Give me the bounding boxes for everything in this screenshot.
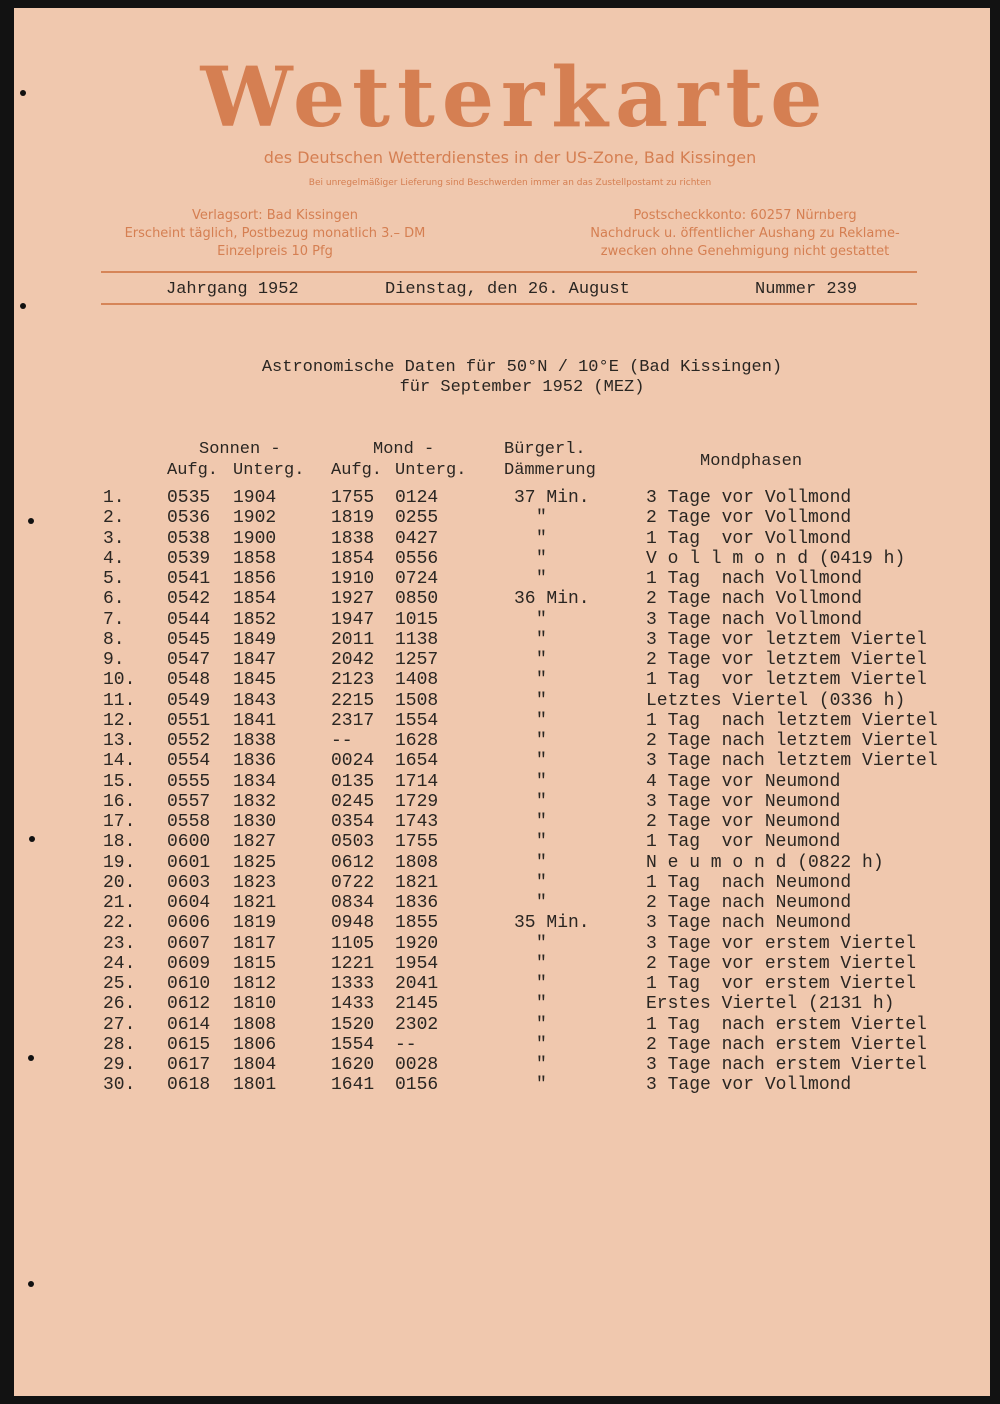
table-row	[0, 812, 1000, 832]
table-row	[0, 1015, 1000, 1035]
sun-rise-cell: 0548	[167, 670, 211, 691]
moon-rise-cell: 2123	[331, 670, 375, 691]
sun-set-cell: 1815	[233, 953, 277, 974]
moon-set-cell: 0556	[395, 548, 439, 569]
moon-phase-cell: 2 Tage nach letztem Viertel	[646, 731, 938, 751]
moon-rise-cell: 1910	[331, 569, 375, 589]
day-cell: 21.	[103, 893, 136, 913]
twilight-header: Bürgerl.	[504, 440, 586, 459]
publisher-info-left	[110, 207, 440, 261]
moon-rise-cell: 2011	[331, 629, 375, 650]
twilight-cell: "	[536, 1055, 547, 1075]
sun-rise-cell: 0555	[167, 771, 211, 792]
day-cell: 14.	[103, 751, 136, 772]
publisher-line: zwecken ohne Genehmigung nicht gestattet	[600, 244, 890, 259]
sun-set-cell: 1838	[233, 731, 277, 751]
moon-group-header: Mond -	[373, 440, 435, 459]
moon-rise-cell: 1947	[331, 609, 375, 630]
table-row	[0, 934, 1000, 954]
sun-rise-cell: 0607	[167, 933, 211, 954]
sun-set-cell: 1812	[233, 974, 277, 994]
sun-set-cell: 1819	[233, 913, 277, 934]
moon-rise-cell: 1620	[331, 1055, 375, 1075]
moon-set-cell: 2041	[395, 974, 439, 994]
sun-set-cell: 1806	[233, 1034, 277, 1055]
day-cell: 17.	[103, 812, 136, 832]
sun-rise-cell: 0544	[167, 609, 211, 630]
day-cell: 20.	[103, 872, 136, 893]
moon-phase-cell: 2 Tage vor Neumond	[646, 812, 841, 832]
moon-phase-cell: 2 Tage vor letztem Viertel	[646, 650, 927, 670]
sun-set-cell: 1904	[233, 488, 277, 508]
sun-set-cell: 1827	[233, 832, 277, 853]
moon-set-cell: 1138	[395, 629, 439, 650]
sun-set-cell: 1832	[233, 791, 277, 812]
moon-rise-cell: 2042	[331, 650, 375, 670]
moon-rise-cell: 1433	[331, 994, 375, 1015]
sun-rise-cell: 0610	[167, 974, 211, 994]
moon-phase-cell: 2 Tage nach Vollmond	[646, 589, 863, 610]
moon-set-cell: 2145	[395, 994, 439, 1015]
sun-set-cell: 1854	[233, 589, 277, 610]
twilight-cell: "	[536, 609, 547, 630]
moon-set-cell: 1920	[395, 933, 439, 954]
moon-rise-cell: 0612	[331, 852, 375, 873]
twilight-cell: "	[536, 771, 547, 792]
sun-rise-cell: 0538	[167, 528, 211, 549]
moon-set-cell: 2302	[395, 1014, 439, 1035]
sun-rise-cell: 0541	[167, 569, 211, 589]
moon-rise-cell: 1554	[331, 1034, 375, 1055]
moon-phase-cell: Letztes Viertel (0336 h)	[646, 690, 906, 711]
publisher-line: Einzelpreis 10 Pfg	[217, 244, 333, 259]
table-row	[0, 1075, 1000, 1095]
table-row	[0, 508, 1000, 528]
table-row	[0, 853, 1000, 873]
twilight-cell: "	[536, 508, 547, 529]
sun-group-header: Sonnen -	[199, 440, 281, 459]
table-row	[0, 772, 1000, 792]
twilight-header: Dämmerung	[504, 461, 596, 480]
day-cell: 25.	[103, 974, 136, 994]
day-cell: 9.	[103, 650, 125, 670]
moon-rise-cell: 2215	[331, 690, 375, 711]
moon-phase-cell: 1 Tag vor erstem Viertel	[646, 974, 917, 994]
moon-rise-cell: 1755	[331, 488, 375, 508]
table-row	[0, 549, 1000, 569]
table-row	[0, 529, 1000, 549]
table-row	[0, 650, 1000, 670]
moon-set-cell: 0850	[395, 589, 439, 610]
sun-rise-cell: 0552	[167, 731, 211, 751]
sun-rise-cell: 0535	[167, 488, 211, 508]
day-cell: 6.	[103, 589, 125, 610]
moon-set-cell: 1508	[395, 690, 439, 711]
moon-rise-cell: 2317	[331, 710, 375, 731]
moon-set-cell: 1954	[395, 953, 439, 974]
header-rule-bottom	[101, 303, 917, 305]
sun-rise-cell: 0606	[167, 913, 211, 934]
sun-set-cell: 1810	[233, 994, 277, 1015]
moon-phase-cell: 1 Tag vor Vollmond	[646, 528, 852, 549]
moon-phase-cell: 2 Tage nach Neumond	[646, 893, 852, 913]
sun-set-cell: 1834	[233, 771, 277, 792]
day-cell: 10.	[103, 670, 136, 691]
issue-number: Nummer 239	[755, 280, 858, 299]
sun-rise-cell: 0545	[167, 629, 211, 650]
publisher-line: Postscheckkonto: 60257 Nürnberg	[633, 208, 857, 223]
twilight-cell: "	[536, 872, 547, 893]
moon-rise-cell: 1854	[331, 548, 375, 569]
moon-rise-cell: 1819	[331, 508, 375, 529]
moon-phase-cell: 2 Tage vor erstem Viertel	[646, 953, 917, 974]
punch-hole	[20, 303, 26, 309]
moon-rise-cell: 0948	[331, 913, 375, 934]
masthead-title: Wetterkarte	[200, 50, 830, 146]
twilight-cell: "	[536, 812, 547, 832]
moon-set-cell: 0028	[395, 1055, 439, 1075]
sun-set-cell: 1858	[233, 548, 277, 569]
twilight-cell: "	[536, 710, 547, 731]
sun-set-cell: 1821	[233, 893, 277, 913]
table-row	[0, 569, 1000, 589]
moon-set-cell: 1855	[395, 913, 439, 934]
moon-set-cell: 1808	[395, 852, 439, 873]
moon-set-cell: 1628	[395, 731, 439, 751]
sun-set-cell: 1856	[233, 569, 277, 589]
header-rule-top	[101, 271, 917, 273]
moon-phase-cell: 1 Tag nach Neumond	[646, 872, 852, 893]
issue-year: Jahrgang 1952	[166, 280, 299, 299]
table-row	[0, 873, 1000, 893]
moon-set-cell: 1257	[395, 650, 439, 670]
moon-set-cell: 1743	[395, 812, 439, 832]
day-cell: 12.	[103, 710, 136, 731]
moon-phase-cell: 4 Tage vor Neumond	[646, 771, 841, 792]
sun-set-cell: 1825	[233, 852, 277, 873]
day-cell: 7.	[103, 609, 125, 630]
twilight-cell: "	[536, 548, 547, 569]
moon-phase-cell: 3 Tage vor Neumond	[646, 791, 841, 812]
moon-rise-cell: 1520	[331, 1014, 375, 1035]
moon-phase-cell: 1 Tag vor Neumond	[646, 832, 841, 853]
twilight-cell: "	[536, 933, 547, 954]
day-cell: 1.	[103, 488, 125, 508]
sun-set-cell: 1847	[233, 650, 277, 670]
sun-set-cell: 1836	[233, 751, 277, 772]
sun-set-cell: 1804	[233, 1055, 277, 1075]
moon-set-cell: 0156	[395, 1075, 439, 1096]
moon-set-cell: 1015	[395, 609, 439, 630]
sun-rise-cell: 0604	[167, 893, 211, 913]
moon-rise-cell: 0135	[331, 771, 375, 792]
twilight-cell: "	[536, 751, 547, 772]
document-title-line: für September 1952 (MEZ)	[399, 378, 645, 397]
sun-set-cell: 1830	[233, 812, 277, 832]
moon-set-cell: 0124	[395, 488, 439, 508]
sun-rise-cell: 0539	[167, 548, 211, 569]
twilight-cell: "	[536, 1014, 547, 1035]
day-cell: 19.	[103, 852, 136, 873]
day-cell: 27.	[103, 1014, 136, 1035]
day-cell: 13.	[103, 731, 136, 751]
moon-rise-cell: 0024	[331, 751, 375, 772]
table-row	[0, 488, 1000, 508]
twilight-cell: "	[536, 528, 547, 549]
day-cell: 24.	[103, 953, 136, 974]
moon-phase-cell: N e u m o n d (0822 h)	[646, 852, 884, 873]
moon-rise-cell: 0722	[331, 872, 375, 893]
day-cell: 4.	[103, 548, 125, 569]
sun-rise-cell: 0549	[167, 690, 211, 711]
moon-rise-cell: 1927	[331, 589, 375, 610]
day-cell: 18.	[103, 832, 136, 853]
moon-phase-cell: 1 Tag nach letztem Viertel	[646, 710, 938, 731]
moon-set-cell: 1821	[395, 872, 439, 893]
twilight-cell: "	[536, 690, 547, 711]
sun-rise-cell: 0614	[167, 1014, 211, 1035]
moon-phase-cell: 2 Tage vor Vollmond	[646, 508, 852, 529]
table-row	[0, 630, 1000, 650]
masthead-subtitle: des Deutschen Wetterdienstes in der US-Zone, Bad Kissingen	[263, 148, 757, 167]
moon-phase-cell: 3 Tage vor letztem Viertel	[646, 629, 927, 650]
twilight-cell: "	[536, 852, 547, 873]
day-cell: 15.	[103, 771, 136, 792]
moon-phase-cell: 1 Tag nach Vollmond	[646, 569, 863, 589]
day-cell: 28.	[103, 1034, 136, 1055]
sun-rise-cell: 0554	[167, 751, 211, 772]
moon-set-cell: 0724	[395, 569, 439, 589]
table-row	[0, 751, 1000, 771]
document-title-line: Astronomische Daten für 50°N / 10°E (Bad Kissingen)	[261, 358, 783, 377]
publisher-line: Erscheint täglich, Postbezug monatlich 3.– DM	[124, 226, 426, 241]
moon-rise-cell: 0354	[331, 812, 375, 832]
punch-hole	[28, 1281, 34, 1287]
table-row	[0, 1055, 1000, 1075]
moon-set-cell: 1836	[395, 893, 439, 913]
day-cell: 16.	[103, 791, 136, 812]
sun-rise-cell: 0609	[167, 953, 211, 974]
sun-set-cell: 1801	[233, 1075, 277, 1096]
sun-rise-cell: 0617	[167, 1055, 211, 1075]
moon-rise-cell: 1221	[331, 953, 375, 974]
table-row	[0, 610, 1000, 630]
day-cell: 29.	[103, 1055, 136, 1075]
moon-set-cell: 1408	[395, 670, 439, 691]
document-title	[0, 358, 1000, 398]
sun-set-cell: 1849	[233, 629, 277, 650]
day-cell: 3.	[103, 528, 125, 549]
moon-phase-cell: 3 Tage vor erstem Viertel	[646, 933, 917, 954]
moon-set-cell: 1654	[395, 751, 439, 772]
day-cell: 26.	[103, 994, 136, 1015]
twilight-cell: "	[536, 650, 547, 670]
moon-rise-cell: 0245	[331, 791, 375, 812]
moon-set-cell: 1729	[395, 791, 439, 812]
sun-rise-cell: 0618	[167, 1075, 211, 1096]
moon-set-header: Unterg.	[395, 461, 467, 480]
moon-phase-cell: Erstes Viertel (2131 h)	[646, 994, 895, 1015]
moon-set-cell: 0255	[395, 508, 439, 529]
sun-rise-cell: 0536	[167, 508, 211, 529]
sun-rise-cell: 0600	[167, 832, 211, 853]
sun-set-cell: 1902	[233, 508, 277, 529]
sun-set-header: Unterg.	[233, 461, 305, 480]
table-row	[0, 994, 1000, 1014]
twilight-cell: "	[536, 629, 547, 650]
day-cell: 23.	[103, 933, 136, 954]
moon-set-cell: --	[395, 1034, 417, 1055]
sun-set-cell: 1845	[233, 670, 277, 691]
sun-rise-cell: 0542	[167, 589, 211, 610]
moon-phase-cell: 3 Tage nach Neumond	[646, 913, 852, 934]
masthead-notice: Bei unregelmäßiger Lieferung sind Beschwerden immer an das Zustellpostamt zu richten	[308, 178, 712, 188]
twilight-cell: "	[536, 953, 547, 974]
twilight-cell: "	[536, 731, 547, 751]
moon-set-cell: 1755	[395, 832, 439, 853]
day-cell: 2.	[103, 508, 125, 529]
day-cell: 22.	[103, 913, 136, 934]
twilight-cell: "	[536, 994, 547, 1015]
sun-rise-cell: 0601	[167, 852, 211, 873]
twilight-cell: "	[536, 791, 547, 812]
table-row	[0, 589, 1000, 609]
table-row	[0, 670, 1000, 690]
sun-rise-cell: 0603	[167, 872, 211, 893]
table-row	[0, 1035, 1000, 1055]
publisher-line: Verlagsort: Bad Kissingen	[191, 208, 359, 223]
twilight-cell: "	[536, 893, 547, 913]
phases-header: Mondphasen	[700, 452, 803, 471]
moon-phase-cell: 1 Tag nach erstem Viertel	[646, 1014, 927, 1035]
twilight-cell: "	[536, 1034, 547, 1055]
sun-rise-cell: 0551	[167, 710, 211, 731]
twilight-cell: 36 Min.	[514, 589, 590, 610]
twilight-cell: "	[536, 1075, 547, 1096]
moon-set-cell: 1714	[395, 771, 439, 792]
twilight-cell: 35 Min.	[514, 913, 590, 934]
moon-phase-cell: 3 Tage nach Vollmond	[646, 609, 863, 630]
table-row	[0, 792, 1000, 812]
table-row	[0, 731, 1000, 751]
moon-phase-cell: 3 Tage nach letztem Viertel	[646, 751, 938, 772]
day-cell: 11.	[103, 690, 136, 711]
day-cell: 8.	[103, 629, 125, 650]
table-row	[0, 974, 1000, 994]
twilight-cell: "	[536, 569, 547, 589]
moon-phase-cell: 2 Tage nach erstem Viertel	[646, 1034, 927, 1055]
moon-rise-cell: 1333	[331, 974, 375, 994]
moon-rise-header: Aufg.	[331, 461, 383, 480]
sun-rise-cell: 0615	[167, 1034, 211, 1055]
publisher-info-right	[580, 207, 910, 261]
sun-set-cell: 1900	[233, 528, 277, 549]
sun-set-cell: 1843	[233, 690, 277, 711]
day-cell: 5.	[103, 569, 125, 589]
table-row	[0, 913, 1000, 933]
sun-rise-cell: 0612	[167, 994, 211, 1015]
moon-rise-cell: 0503	[331, 832, 375, 853]
moon-set-cell: 0427	[395, 528, 439, 549]
moon-phase-cell: V o l l m o n d (0419 h)	[646, 548, 906, 569]
sun-set-cell: 1823	[233, 872, 277, 893]
sun-set-cell: 1817	[233, 933, 277, 954]
moon-phase-cell: 3 Tage nach erstem Viertel	[646, 1055, 927, 1075]
table-row	[0, 711, 1000, 731]
table-row	[0, 954, 1000, 974]
table-row	[0, 893, 1000, 913]
moon-phase-cell: 1 Tag vor letztem Viertel	[646, 670, 927, 691]
sun-rise-cell: 0558	[167, 812, 211, 832]
sun-set-cell: 1841	[233, 710, 277, 731]
twilight-cell: "	[536, 670, 547, 691]
sun-rise-cell: 0557	[167, 791, 211, 812]
moon-rise-cell: 0834	[331, 893, 375, 913]
issue-date: Dienstag, den 26. August	[385, 280, 630, 299]
twilight-cell: "	[536, 832, 547, 853]
twilight-cell: 37 Min.	[514, 488, 590, 508]
sun-rise-cell: 0547	[167, 650, 211, 670]
sun-set-cell: 1808	[233, 1014, 277, 1035]
moon-rise-cell: 1838	[331, 528, 375, 549]
moon-phase-cell: 3 Tage vor Vollmond	[646, 1075, 852, 1096]
twilight-cell: "	[536, 974, 547, 994]
day-cell: 30.	[103, 1075, 136, 1096]
sun-set-cell: 1852	[233, 609, 277, 630]
sun-rise-header: Aufg.	[167, 461, 219, 480]
moon-rise-cell: --	[331, 731, 353, 751]
publisher-line: Nachdruck u. öffentlicher Aushang zu Reklame-	[590, 226, 900, 241]
moon-phase-cell: 3 Tage vor Vollmond	[646, 488, 852, 508]
table-row	[0, 691, 1000, 711]
moon-rise-cell: 1105	[331, 933, 375, 954]
moon-rise-cell: 1641	[331, 1075, 375, 1096]
table-row	[0, 832, 1000, 852]
moon-set-cell: 1554	[395, 710, 439, 731]
